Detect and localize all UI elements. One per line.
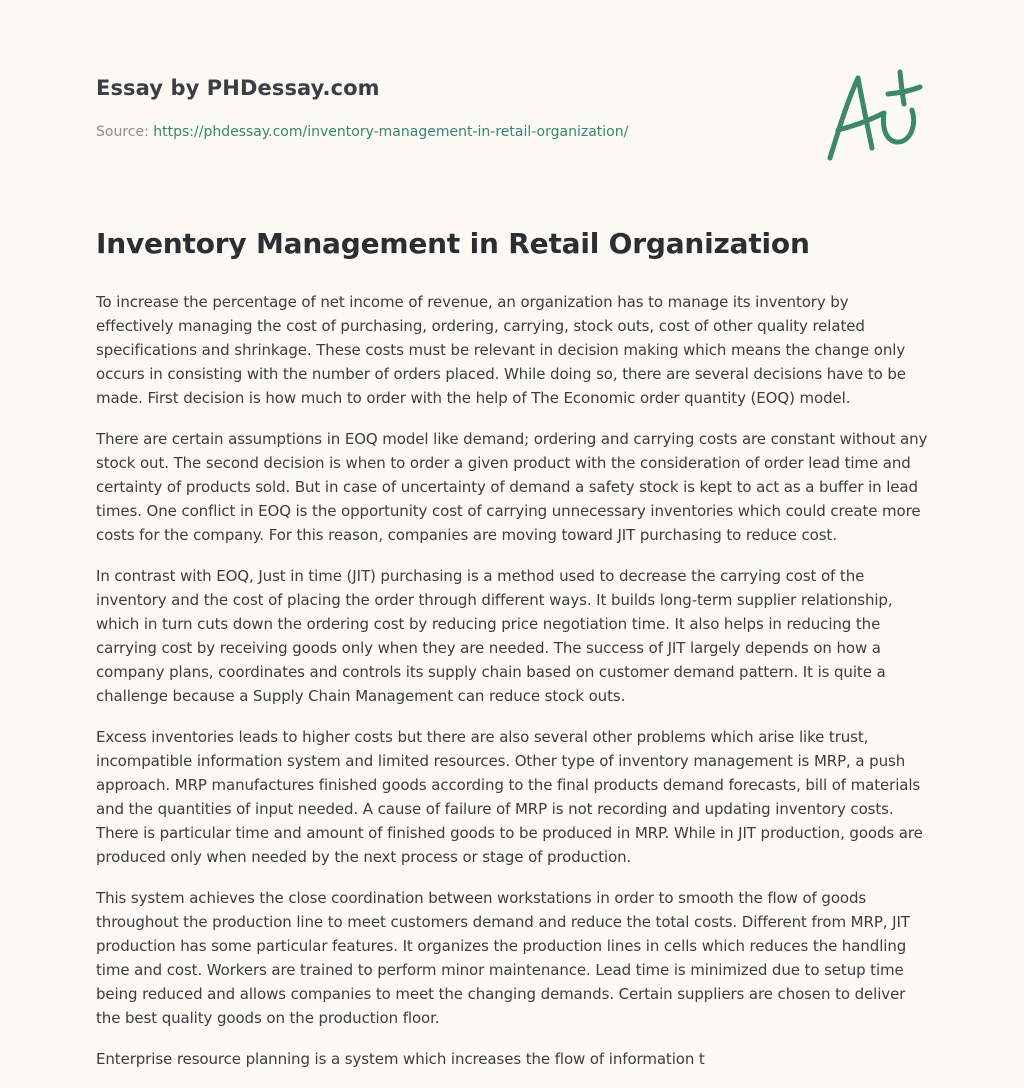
essay-paragraph-5: This system achieves the close coordination between workstations in order to smooth the flow of goods throughout the production line to meet customers demand and reduce the total costs. Different from MRP, JIT production has some particular features. It organizes the production lines in cells which reduces the handling time and cost. Workers are trained to perform minor maintenance. Lead time is minimized due to setup time being reduced and allows companies to meet the changing demands. Certain suppliers are chosen to deliver the best quality goods on the production floor. — [96, 889, 910, 1027]
essay-paragraph-6: Enterprise resource planning is a system which increases the flow of information t — [96, 1050, 705, 1068]
source-label: Source: — [96, 124, 149, 140]
essay-paragraph-4: Excess inventories leads to higher costs but there are also several other problems which arise like trust, incompatible information system and limited resources. Other type of inventory management is MRP, a push approach. MRP manufactures finished goods according to the final products demand forecasts, bill of materials and the quantities of input needed. A cause of failure of MRP is not recording and updating inventory costs. There is particular time and amount of finished goods to be produced in MRP. While in JIT production, goods are produced only when needed by the next process or stage of production. — [96, 728, 923, 866]
site-title: Essay by PHDessay.com — [96, 76, 380, 100]
essay-title: Inventory Management in Retail Organization — [96, 227, 810, 260]
essay-paragraph-3: In contrast with EOQ, Just in time (JIT) purchasing is a method used to decrease the carrying cost of the inventory and the cost of placing the order through different ways. It builds long-term supplier relationship, which in turn cuts down the ordering cost by reducing price negotiation time. It also helps in reducing the carrying cost by receiving goods only when they are needed. The success of JIT largely depends on how a company plans, coordinates and controls its supply chain based on customer demand pattern. It is quite a challenge because a Supply Chain Management can reduce stock outs. — [96, 567, 893, 705]
essay-content — [96, 224, 928, 1088]
essay-paragraph-1: To increase the percentage of net income of revenue, an organization has to manage its inventory by effectively managing the cost of purchasing, ordering, carrying, stock outs, cost of other quality related specifications and shrinkage. These costs must be relevant in decision making which means the change only occurs in consisting with the number of orders placed. While doing so, there are several decisions have to be made. First decision is how much to order with the help of The Economic order quantity (EOQ) model. — [96, 293, 906, 407]
page-header — [96, 0, 928, 180]
a-plus-logo-icon — [822, 66, 926, 166]
a-plus-logo — [822, 66, 926, 166]
essay-paragraph-2: There are certain assumptions in EOQ model like demand; ordering and carrying costs are constant without any stock out. The second decision is when to order a given product with the consideration of order lead time and certainty of products sold. But in case of uncertainty of demand a safety stock is kept to act as a buffer in lead times. One conflict in EOQ is the opportunity cost of carrying unnecessary inventories which could create more costs for the company. For this reason, companies are moving toward JIT purchasing to reduce cost. — [96, 430, 928, 544]
source-line — [96, 124, 628, 140]
source-link[interactable]: https://phdessay.com/inventory-management-in-retail-organization/ — [153, 124, 629, 140]
